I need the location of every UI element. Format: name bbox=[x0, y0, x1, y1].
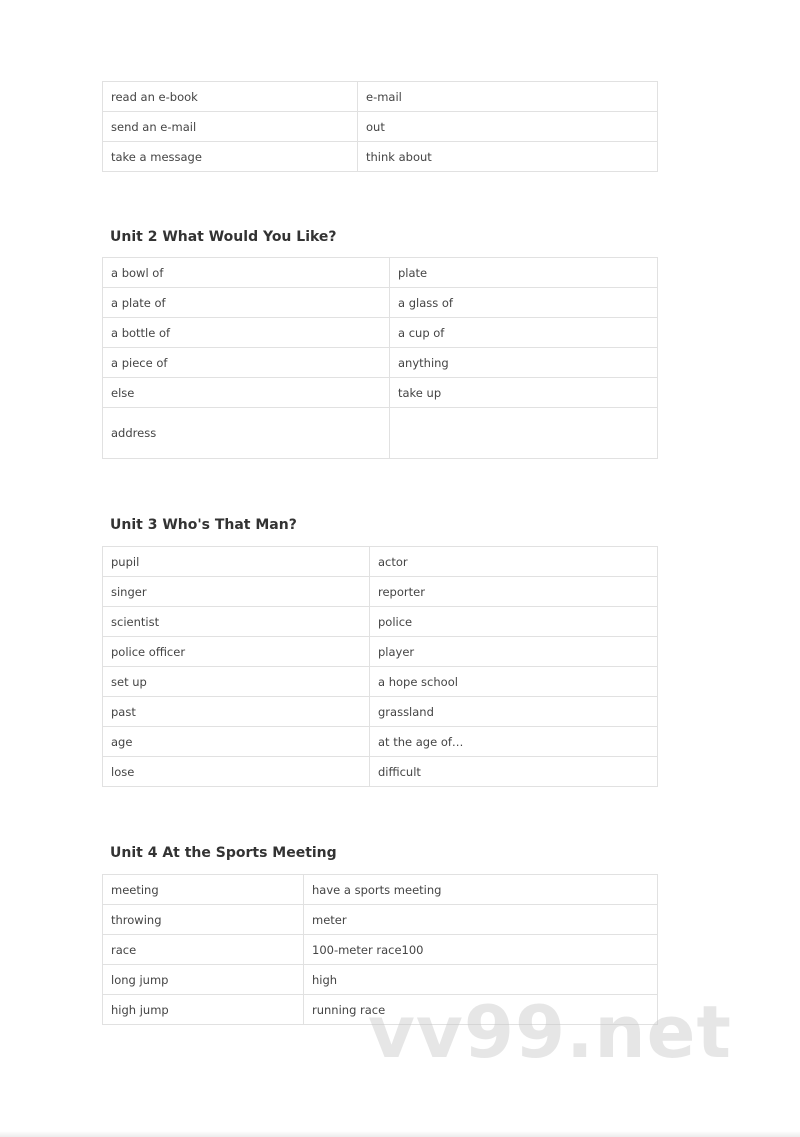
table-cell: address bbox=[103, 408, 390, 459]
table-cell: lose bbox=[103, 757, 370, 787]
table-cell: out bbox=[358, 112, 658, 142]
table-cell: have a sports meeting bbox=[304, 875, 658, 905]
table-cell: scientist bbox=[103, 607, 370, 637]
table-cell: police bbox=[370, 607, 658, 637]
table-cell: set up bbox=[103, 667, 370, 697]
table-cell: take a message bbox=[103, 142, 358, 172]
table-cell: a bottle of bbox=[103, 318, 390, 348]
table-cell: a cup of bbox=[390, 318, 658, 348]
table-row bbox=[103, 408, 658, 459]
table-row bbox=[103, 348, 658, 378]
table-row bbox=[103, 935, 658, 965]
page-bottom-edge bbox=[0, 1131, 800, 1137]
table-cell: long jump bbox=[103, 965, 304, 995]
table-cell: high bbox=[304, 965, 658, 995]
unit2-vocab-table bbox=[102, 257, 658, 459]
table-row bbox=[103, 112, 658, 142]
unit3-vocab-table bbox=[102, 546, 658, 787]
table-row bbox=[103, 288, 658, 318]
table-row bbox=[103, 667, 658, 697]
unit4-title: Unit 4 At the Sports Meeting bbox=[110, 845, 337, 861]
table-cell: 100-meter race100 bbox=[304, 935, 658, 965]
table-cell: meter bbox=[304, 905, 658, 935]
unit3-title: Unit 3 Who's That Man? bbox=[110, 517, 297, 533]
table-cell: take up bbox=[390, 378, 658, 408]
table-cell: player bbox=[370, 637, 658, 667]
table-row bbox=[103, 995, 658, 1025]
table-cell: a plate of bbox=[103, 288, 390, 318]
table-cell: high jump bbox=[103, 995, 304, 1025]
table-row bbox=[103, 142, 658, 172]
table-row bbox=[103, 727, 658, 757]
table-row bbox=[103, 577, 658, 607]
table-cell: reporter bbox=[370, 577, 658, 607]
unit4-vocab-table bbox=[102, 874, 658, 1025]
table-row bbox=[103, 378, 658, 408]
table-cell: a piece of bbox=[103, 348, 390, 378]
table-row bbox=[103, 82, 658, 112]
table-cell: singer bbox=[103, 577, 370, 607]
table-cell: think about bbox=[358, 142, 658, 172]
table-row bbox=[103, 965, 658, 995]
table-row bbox=[103, 547, 658, 577]
table-cell: pupil bbox=[103, 547, 370, 577]
table-cell: difficult bbox=[370, 757, 658, 787]
table-cell: a hope school bbox=[370, 667, 658, 697]
unit1-vocab-table bbox=[102, 81, 658, 172]
table-cell: anything bbox=[390, 348, 658, 378]
table-cell: actor bbox=[370, 547, 658, 577]
table-cell: at the age of… bbox=[370, 727, 658, 757]
table-row bbox=[103, 318, 658, 348]
table-cell: past bbox=[103, 697, 370, 727]
table-cell: plate bbox=[390, 258, 658, 288]
table-cell: age bbox=[103, 727, 370, 757]
table-row bbox=[103, 697, 658, 727]
table-cell: police officer bbox=[103, 637, 370, 667]
table-cell: grassland bbox=[370, 697, 658, 727]
table-cell bbox=[390, 408, 658, 459]
table-row bbox=[103, 607, 658, 637]
table-row bbox=[103, 757, 658, 787]
table-cell: e-mail bbox=[358, 82, 658, 112]
table-row bbox=[103, 258, 658, 288]
table-cell: a glass of bbox=[390, 288, 658, 318]
table-row bbox=[103, 637, 658, 667]
table-cell: read an e-book bbox=[103, 82, 358, 112]
table-row bbox=[103, 875, 658, 905]
table-cell: a bowl of bbox=[103, 258, 390, 288]
table-cell: send an e-mail bbox=[103, 112, 358, 142]
table-cell: else bbox=[103, 378, 390, 408]
table-cell: throwing bbox=[103, 905, 304, 935]
table-cell: meeting bbox=[103, 875, 304, 905]
table-cell: running race bbox=[304, 995, 658, 1025]
watermark: vv99.net bbox=[368, 990, 732, 1074]
unit2-title: Unit 2 What Would You Like? bbox=[110, 229, 337, 245]
table-cell: race bbox=[103, 935, 304, 965]
table-row bbox=[103, 905, 658, 935]
